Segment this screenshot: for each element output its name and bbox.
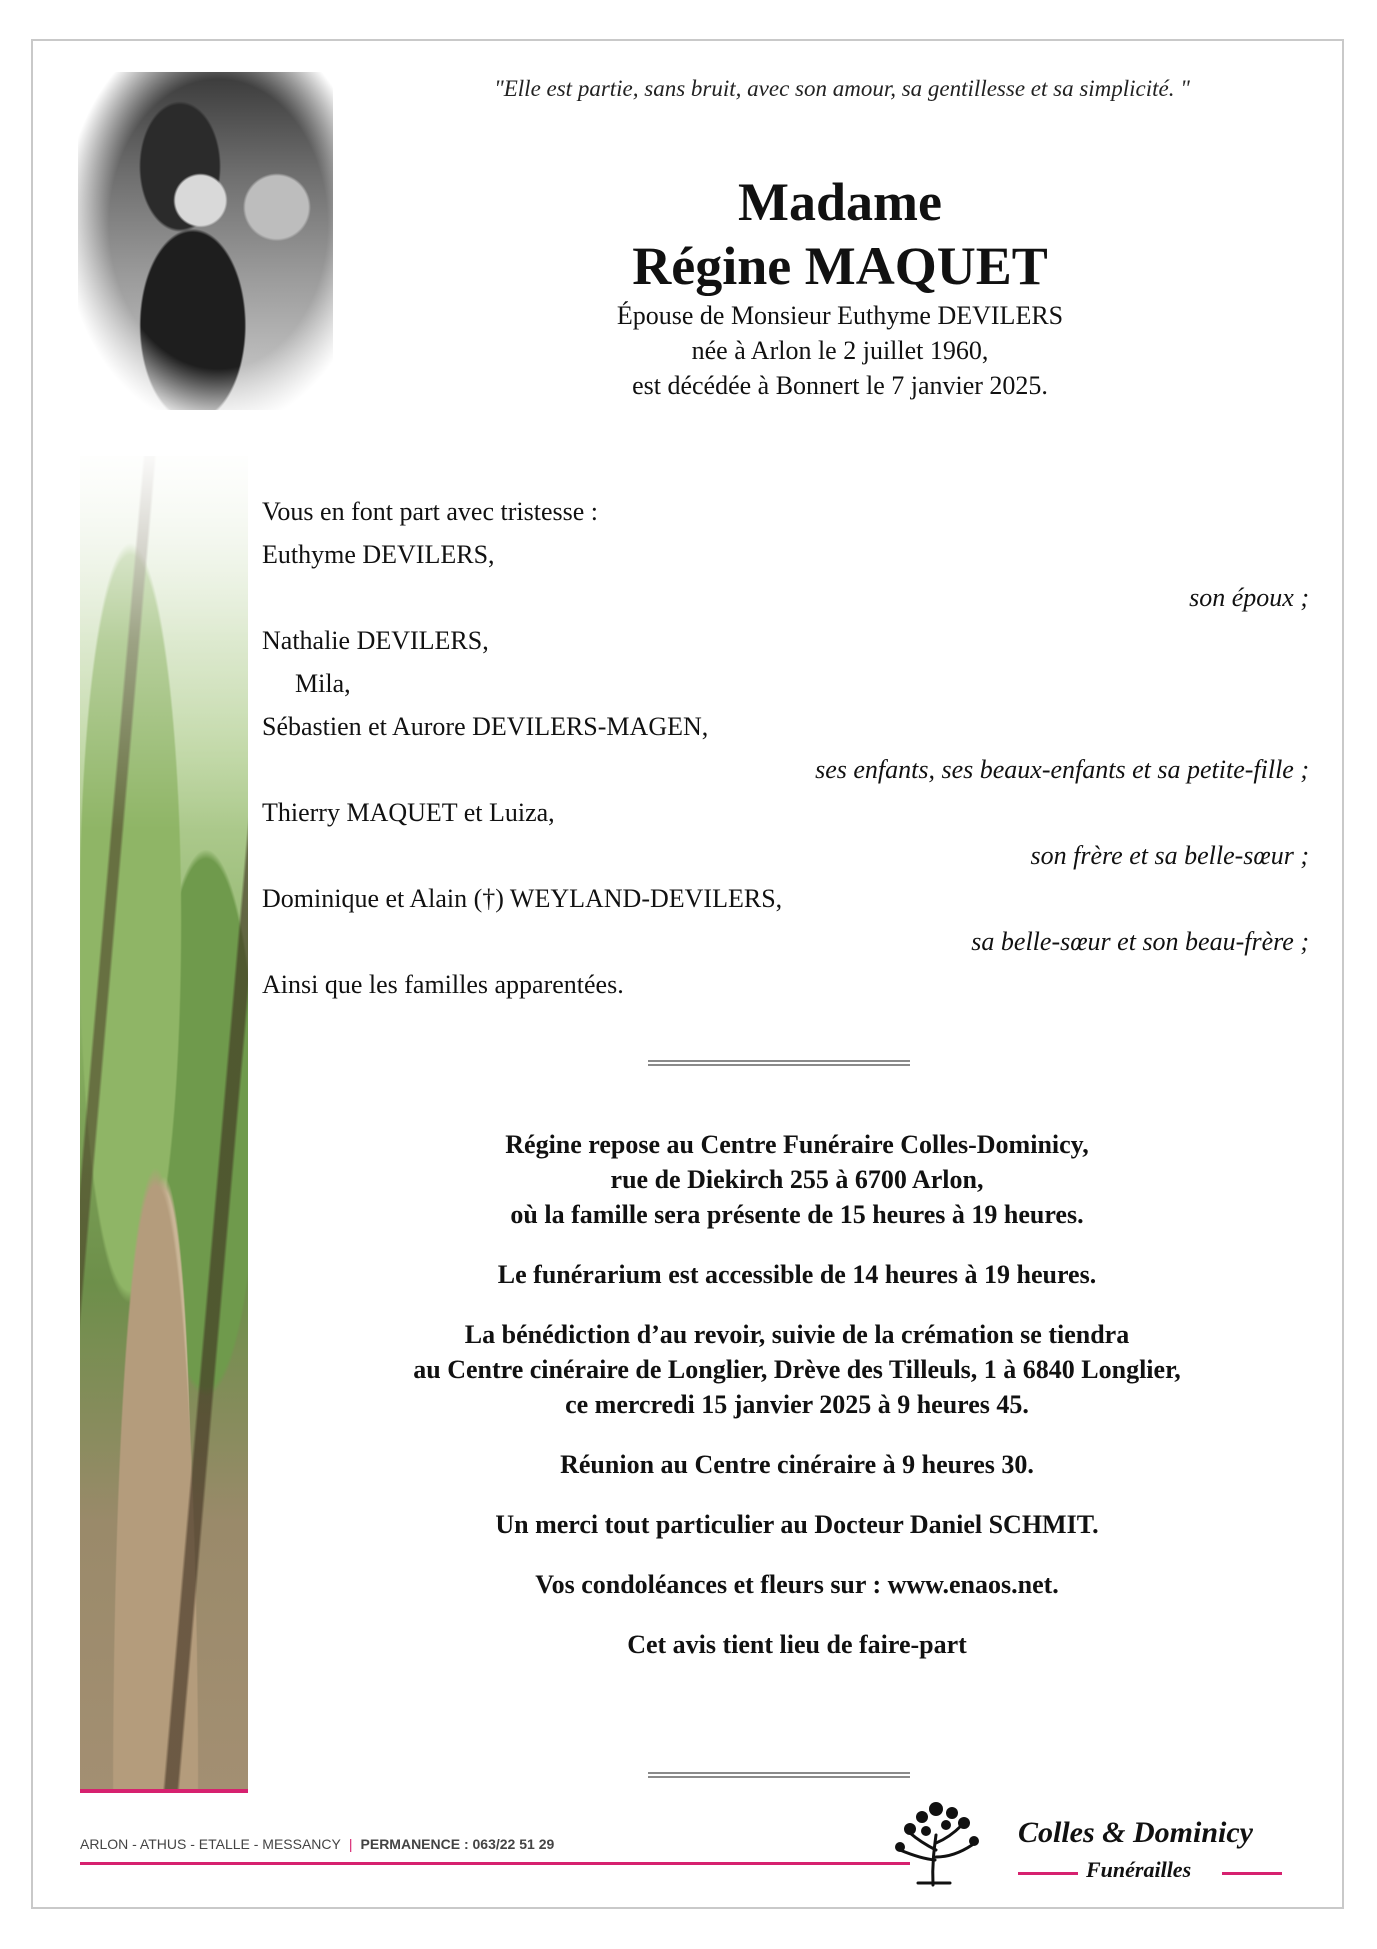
spouse-line: Épouse de Monsieur Euthyme DEVILERS — [616, 301, 1064, 330]
family-announcement — [262, 490, 1312, 1006]
deceased-header — [400, 170, 1280, 403]
title-honorific: Madame — [738, 172, 942, 232]
accent-bar — [80, 1789, 248, 1793]
family-name: Nathalie DEVILERS, — [262, 626, 489, 655]
funerarium-paragraph — [262, 1257, 1332, 1292]
footer-contact — [80, 1836, 554, 1852]
footer-accent-line — [80, 1862, 910, 1865]
divider-top — [648, 1060, 910, 1066]
family-relation: ses enfants, ses beaux-enfants et sa petite-fille ; — [815, 755, 1309, 784]
divider-bottom — [648, 1772, 910, 1778]
death-line: est décédée à Bonnert le 7 janvier 2025. — [632, 371, 1048, 400]
family-intro: Vous en font part avec tristesse : — [262, 497, 598, 526]
family-name: Mila, — [295, 669, 351, 698]
notice-paragraph — [262, 1627, 1332, 1662]
info-line: Réunion au Centre cinéraire à 9 heures 30. — [560, 1450, 1034, 1479]
info-line: Régine repose au Centre Funéraire Colles-Dominicy, — [505, 1130, 1089, 1159]
footer-permanence: PERMANENCE : 063/22 51 29 — [360, 1836, 555, 1852]
thanks-paragraph — [262, 1507, 1332, 1542]
info-line: où la famille sera présente de 15 heures à 19 heures. — [510, 1200, 1084, 1229]
info-line: La bénédiction d’au revoir, suivie de la crémation se tiendra — [464, 1320, 1130, 1349]
forest-path-image — [80, 456, 248, 1790]
ceremony-info — [262, 1127, 1332, 1687]
family-name: Sébastien et Aurore DEVILERS-MAGEN, — [262, 712, 709, 741]
family-relation: sa belle-sœur et son beau-frère ; — [971, 927, 1309, 956]
footer-locations: ARLON - ATHUS - ETALLE - MESSANCY — [80, 1836, 341, 1852]
epigraph-quote: "Elle est partie, sans bruit, avec son amour, sa gentillesse et sa simplicité. " — [494, 76, 1190, 101]
footer-separator: | — [348, 1836, 353, 1852]
portrait-photo — [78, 72, 333, 410]
condolences-paragraph — [262, 1567, 1332, 1602]
repose-paragraph — [262, 1127, 1332, 1232]
family-name: Dominique et Alain (†) WEYLAND-DEVILERS, — [262, 884, 783, 913]
deceased-name: Régine MAQUET — [632, 236, 1048, 296]
info-line: Vos condoléances et fleurs sur : www.enaos.net. — [535, 1570, 1059, 1599]
info-line: Un merci tout particulier au Docteur Daniel SCHMIT. — [495, 1510, 1099, 1539]
tree-logo-icon — [888, 1795, 988, 1890]
brand-name: Colles & Dominicy — [1018, 1816, 1253, 1849]
info-line: rue de Diekirch 255 à 6700 Arlon, — [610, 1165, 984, 1194]
family-name: Euthyme DEVILERS, — [262, 540, 495, 569]
info-line: ce mercredi 15 janvier 2025 à 9 heures 45. — [565, 1390, 1029, 1419]
brand-subtitle: Funérailles — [1086, 1857, 1192, 1882]
birth-line: née à Arlon le 2 juillet 1960, — [691, 336, 989, 365]
info-line: au Centre cinéraire de Longlier, Drève des Tilleuls, 1 à 6840 Longlier, — [413, 1355, 1181, 1384]
family-relation: son époux ; — [1189, 583, 1309, 612]
family-closing: Ainsi que les familles apparentées. — [262, 970, 624, 999]
reunion-paragraph — [262, 1447, 1332, 1482]
brand-line-left — [1018, 1872, 1078, 1875]
info-line: Le funérarium est accessible de 14 heures à 19 heures. — [497, 1260, 1097, 1289]
info-line: Cet avis tient lieu de faire-part — [627, 1630, 967, 1659]
ceremony-paragraph — [262, 1317, 1332, 1422]
family-name: Thierry MAQUET et Luiza, — [262, 798, 555, 827]
family-relation: son frère et sa belle-sœur ; — [1030, 841, 1309, 870]
brand-line-right — [1222, 1872, 1282, 1875]
